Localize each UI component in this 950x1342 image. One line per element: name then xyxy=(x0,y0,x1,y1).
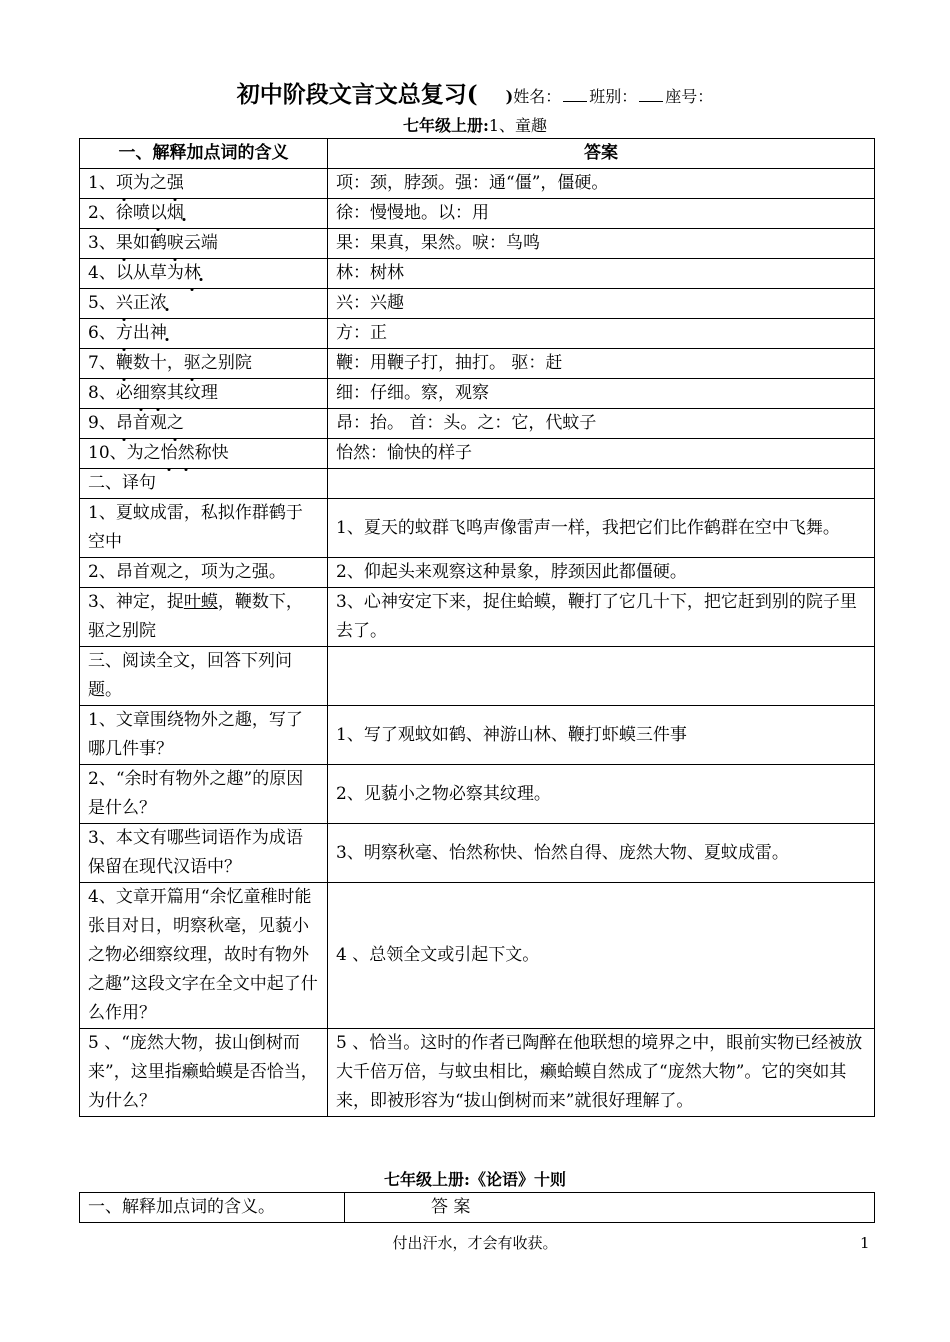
translate-question-pre: 3、神定，捉 xyxy=(88,592,184,612)
translate-answer: 2、仰起头来观察这种景象，脖颈因此都僵硬。 xyxy=(328,558,875,588)
vocab-text: 1、 xyxy=(88,173,116,193)
table-row xyxy=(80,588,875,647)
reading-answer: 4 、总领全文或引起下文。 xyxy=(328,883,875,1029)
translate-header-row xyxy=(80,469,875,499)
vocab-answer: 果：果真，果然。唳：鸟鸣 xyxy=(328,229,875,259)
vocab-text: 其纹理 xyxy=(166,383,218,403)
class-blank[interactable] xyxy=(639,87,663,102)
reading-header: 三、阅读全文，回答下列问题。 xyxy=(80,647,328,706)
vocab-text: 10、为之 xyxy=(88,443,161,463)
vocab-text: 云端 xyxy=(183,233,218,253)
vocab-text: 8、必 xyxy=(88,383,133,403)
translate-header-empty xyxy=(328,469,875,499)
dotted-word: 项 xyxy=(116,169,133,198)
translate-answer: 1、夏天的蚊群飞鸣声像雷声一样，我把它们比作鹤群在空中飞舞。 xyxy=(328,499,875,558)
table-row xyxy=(80,289,875,319)
section1-table xyxy=(79,138,875,1117)
footer-motto: 付出汗水，才会有收获。 xyxy=(392,1234,558,1252)
table-row xyxy=(80,199,875,229)
vocab-question xyxy=(80,259,328,289)
dotted-word: 兴 xyxy=(116,289,133,318)
section1-heading-bold: 七年级上册: xyxy=(402,116,489,135)
table-row xyxy=(80,349,875,379)
translate-question-post: ，鞭数下，驱之别院 xyxy=(88,592,303,641)
vocab-text: 4、以从草为 xyxy=(88,263,184,283)
vocab-answer: 细：仔细。察，观察 xyxy=(328,379,875,409)
dotted-word: 察 xyxy=(150,379,167,408)
title-close-paren: ) xyxy=(505,87,514,106)
vocab-answer: 怡然：愉快的样子 xyxy=(328,439,875,469)
dotted-word: 强 xyxy=(167,169,184,198)
name-label: 姓名： xyxy=(513,87,562,106)
vocab-rows xyxy=(80,169,875,469)
reading-question: 5 、“庞然大物，拔山倒树而来”，这里指癞蛤蟆是否恰当，为什么？ xyxy=(80,1029,328,1117)
reading-question: 3、本文有哪些词语作为成语保留在现代汉语中？ xyxy=(80,824,328,883)
dotted-word: 怡 xyxy=(161,439,178,468)
reading-question: 4、文章开篇用“余忆童稚时能张目对日，明察秋毫，见藐小之物必细察纹理，故时有物外之趣”这段文字在全文中起了什么作用？ xyxy=(80,883,328,1029)
section1-heading-rest: 1、童趣 xyxy=(488,116,548,135)
vocab-answer: 项：颈，脖颈。强：通“僵”，僵硬。 xyxy=(328,169,875,199)
table-row xyxy=(80,499,875,558)
table-row xyxy=(80,379,875,409)
vocab-answer: 鞭：用鞭子打，抽打。 驱：赶 xyxy=(328,349,875,379)
reading-header-row xyxy=(80,647,875,706)
table-row xyxy=(80,409,875,439)
vocab-text: 3、 xyxy=(88,233,116,253)
dotted-word: 林 xyxy=(184,259,201,288)
table-row xyxy=(80,765,875,824)
translate-question: 2、昂首观之，项为之强。 xyxy=(80,558,328,588)
dotted-word: 之 xyxy=(167,409,184,438)
vocab-text: 数十， xyxy=(132,353,184,373)
dotted-word: 以 xyxy=(150,199,167,228)
section2-table xyxy=(79,1192,875,1223)
vocab-question xyxy=(80,169,328,199)
table-row xyxy=(80,558,875,588)
reading-answer: 3、明察秋毫、怡然称快、怡然自得、庞然大物、夏蚊成雷。 xyxy=(328,824,875,883)
table-row xyxy=(80,824,875,883)
vocab-answer: 昂：抬。 首：头。之：它，代蚊子 xyxy=(328,409,875,439)
section2-heading xyxy=(0,1167,950,1190)
reading-question: 1、文章围绕物外之趣，写了哪几件事？ xyxy=(80,706,328,765)
seat-label: 座号： xyxy=(665,87,714,106)
vocab-answer: 方：正 xyxy=(328,319,875,349)
vocab-text: 7、 xyxy=(88,353,116,373)
section2-heading-bold: 七年级上册:《论语》十则 xyxy=(384,1170,566,1189)
vocab-text: 6、 xyxy=(88,323,116,343)
dotted-word: 细 xyxy=(133,379,150,408)
translate-header: 二、译句 xyxy=(80,469,328,499)
reading-answer: 5 、恰当。这时的作者已陶醉在他联想的境界之中，眼前实物已经被放大千倍万倍，与蚊虫相比，癞蛤蟆自然成了“庞然大物”。它的突如其来，即被形容为“拔山倒树而来”就很好理解了。 xyxy=(328,1029,875,1117)
dotted-word: 果 xyxy=(116,229,133,258)
table-header-row xyxy=(80,139,875,169)
vocab-text: 首观 xyxy=(132,413,167,433)
vocab-answer: 徐：慢慢地。以：用 xyxy=(328,199,875,229)
reading-answer: 1、写了观蚊如鹤、神游山林、鞭打虾蟆三件事 xyxy=(328,706,875,765)
dotted-word: 鞭 xyxy=(116,349,133,378)
reading-header-empty xyxy=(328,647,875,706)
reading-answer: 2、见藐小之物必察其纹理。 xyxy=(328,765,875,824)
class-label: 班别： xyxy=(589,87,638,106)
vocab-text: 之别院 xyxy=(200,353,252,373)
vocab-answer: 林：树林 xyxy=(328,259,875,289)
table-row xyxy=(80,439,875,469)
dotted-word: 驱 xyxy=(184,349,201,378)
vocab-question xyxy=(80,289,328,319)
vocab-text: 2、徐喷 xyxy=(88,203,150,223)
vocab-question xyxy=(80,229,328,259)
name-blank[interactable] xyxy=(563,87,587,102)
table-row xyxy=(80,1029,875,1117)
vocab-text: 为之 xyxy=(132,173,167,193)
section2-col-header-answer: 答 案 xyxy=(345,1193,875,1223)
section1-heading xyxy=(0,113,950,136)
vocab-question xyxy=(80,199,328,229)
vocab-text: 烟 xyxy=(166,203,184,223)
vocab-text: 如鹤 xyxy=(132,233,167,253)
vocab-question xyxy=(80,439,328,469)
vocab-answer: 兴：兴趣 xyxy=(328,289,875,319)
section2-col-header-question: 一、解释加点词的含义。 xyxy=(80,1193,345,1223)
vocab-question xyxy=(80,379,328,409)
table-row xyxy=(80,706,875,765)
table-row xyxy=(80,229,875,259)
table-row xyxy=(80,169,875,199)
page-number: 1 xyxy=(860,1234,870,1252)
vocab-text: 出神 xyxy=(132,323,167,343)
reading-question: 2、“余时有物外之趣”的原因是什么？ xyxy=(80,765,328,824)
translate-question-underlined: 叶蟆 xyxy=(183,592,218,612)
table-row xyxy=(80,259,875,289)
vocab-text: 称快 xyxy=(194,443,229,463)
translate-answer: 3、心神安定下来，捉住蛤蟆，鞭打了它几十下，把它赶到别的院子里去了。 xyxy=(328,588,875,647)
vocab-question xyxy=(80,319,328,349)
vocab-question xyxy=(80,349,328,379)
vocab-text: 5、 xyxy=(88,293,116,313)
vocab-text: 正浓 xyxy=(132,293,167,313)
dotted-word: 昂 xyxy=(116,409,133,438)
dotted-word: 唳 xyxy=(167,229,184,258)
translate-question xyxy=(80,588,328,647)
table-row xyxy=(80,883,875,1029)
vocab-text: 9、 xyxy=(88,413,116,433)
table-row xyxy=(80,319,875,349)
dotted-word: 然 xyxy=(178,439,195,468)
dotted-word: 方 xyxy=(116,319,133,348)
col-header-question: 一、解释加点词的含义 xyxy=(80,139,328,169)
translate-question: 1、夏蚊成雷，私拟作群鹤于空中 xyxy=(80,499,328,558)
col-header-answer: 答案 xyxy=(328,139,875,169)
vocab-question xyxy=(80,409,328,439)
table-header-row xyxy=(80,1193,875,1223)
page-title-line xyxy=(0,76,950,109)
page-title: 初中阶段文言文总复习( xyxy=(236,81,478,108)
